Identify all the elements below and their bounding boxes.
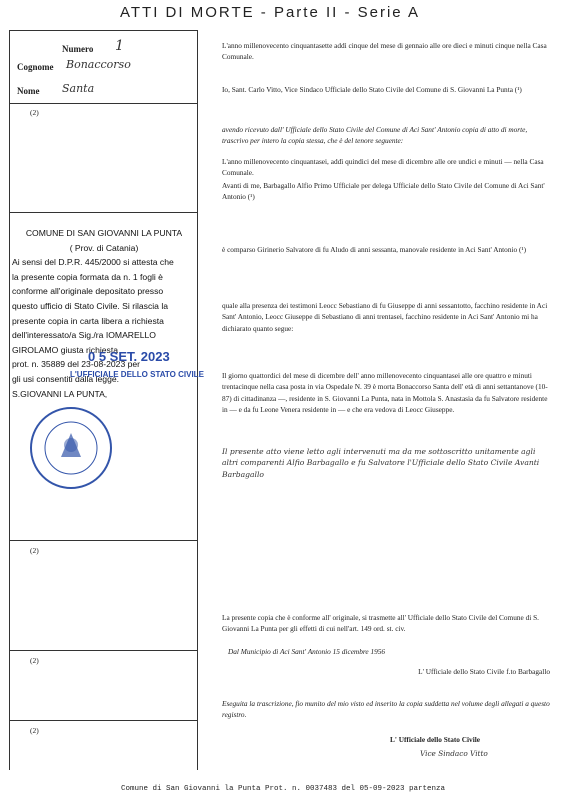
paragraph-officer: Io, Sant. Carlo Vitto, Vice Sindaco Ufficiale dello Stato Civile del Comune di S. Giovanni La Punta (¹) xyxy=(222,85,522,94)
divider xyxy=(9,650,197,651)
stamp-line: gli usi consentiti dalla legge. xyxy=(12,373,120,384)
municipio-date: Dal Municipio di Aci Sant' Antonio 15 dicembre 1956 xyxy=(228,647,386,656)
stamp-line: presente copia in carta libera a richiesta xyxy=(12,315,164,326)
stamp-line: la presente copia formata da n. 1 fogli è xyxy=(12,271,163,282)
paragraph-testimoni: quale alla presenza dei testimoni Leocc Sebastiano di fu Giuseppe di anni sessantotto, facchino residente in Aci Sant' Antonio, Leocc Giuseppe di Sebastiano di anni trentasei, facchino residente in Aci Sant' Antonio mi ha dichiarato quanto segue: xyxy=(222,301,548,333)
stamp-provincia: ( Prov. di Catania) xyxy=(69,242,139,253)
stamp-line: dell'interessato/a Sig./ra IOMARELLO xyxy=(12,330,156,341)
note-mark: (2) xyxy=(30,546,39,555)
official-seal-icon xyxy=(28,405,114,491)
nome-label: Nome xyxy=(17,86,40,96)
column-divider xyxy=(197,30,198,770)
stamp-officer: L'UFFICIALE DELLO STATO CIVILE xyxy=(70,370,204,379)
left-border xyxy=(9,30,10,770)
paragraph-transcription: avendo ricevuto dall' Ufficiale dello Stato Civile del Comune di Aci Sant' Antonio copia di atto di morte, trascrivo per intero la copia stessa, che è del tenore seguente: xyxy=(222,125,528,146)
numero-value: 1 xyxy=(115,38,124,54)
top-border xyxy=(9,30,197,31)
note-mark: (2) xyxy=(30,108,39,117)
stamp-line: prot. n. 35889 del 23-08-2023 per xyxy=(12,359,141,370)
footer-protocol: Comune di San Giovanni la Punta Prot. n. 0037483 del 05-09-2023 partenza xyxy=(120,785,446,793)
officer-signature-2: Vice Sindaco Vitto xyxy=(420,749,488,758)
stamp-line: GIROLAMO giusta richiesta xyxy=(12,344,119,355)
stamp-line: questo ufficio di Stato Civile. Si rilascia la xyxy=(12,300,169,311)
stamp-line: S.GIOVANNI LA PUNTA, xyxy=(12,388,108,399)
paragraph-date: L'anno millenovecento cinquantasei, addì quindici del mese di dicembre alle ore undici e minuti — nella Casa Comunale. xyxy=(222,157,544,178)
page-title: ATTI DI MORTE - Parte II - Serie A xyxy=(120,4,420,21)
note-mark: (2) xyxy=(30,726,39,735)
stamp-line: conforme all'originale depositato presso xyxy=(12,286,164,297)
paragraph-avanti: Avanti di me, Barbagallo Alfio Primo Ufficiale per delega Ufficiale dello Stato Civile del Comune di Aci Sant' Antonio (¹) xyxy=(222,181,545,202)
officer-signature-1: L' Ufficiale dello Stato Civile f.to Barbagallo xyxy=(418,667,550,676)
divider xyxy=(9,212,197,213)
divider xyxy=(9,540,197,541)
nome-value: Santa xyxy=(62,82,95,95)
paragraph-signatures: Il presente atto viene letto agli intervenuti ma da me sottoscritto unitamente agli altri comparenti Alfio Barbagallo e fu Salvatore l'Ufficiale dello Stato Civile Avanti Barbagallo xyxy=(222,447,540,479)
stamp-line: Ai sensi del D.P.R. 445/2000 si attesta che xyxy=(12,257,174,268)
paragraph-death: Il giorno quattordici del mese di dicembre dell' anno millenovecento cinquantasei alle ore quattro e minuti trentacinque nella casa posta in via Ospedale N. 39 è morta Bonaccorso Santa dell' età di anni settantanove (10-87) di cittadinanza —, residente in S. Giovanni La Punta, nata in Mottola S. Anastasia da fu Salvatore residente in — e da fu Leone Venera residente in — e che era vedova di Leocc Giuseppe. xyxy=(222,371,548,414)
numero-label: Numero xyxy=(62,44,94,54)
stamp-comune: COMUNE DI SAN GIOVANNI LA PUNTA xyxy=(25,228,183,238)
stamp-date: 0 5 SET. 2023 xyxy=(88,349,170,364)
cognome-label: Cognome xyxy=(17,62,54,72)
divider xyxy=(9,720,197,721)
paragraph-copy: La presente copia che è conforme all' originale, si trasmette all' Ufficiale dello Stato Civile del Comune di S. Giovanni La Punta per gli effetti di cui nell'art. 149 ord. st. civ. xyxy=(222,613,539,634)
divider xyxy=(9,103,197,104)
paragraph-intro: L'anno millenovecento cinquantasette addì cinque del mese di gennaio alle ore dieci e minuti cinque nella Casa Comunale. xyxy=(222,41,547,62)
officer-title-2: L' Ufficiale dello Stato Civile xyxy=(390,735,480,744)
paragraph-trascrizione: Eseguita la trascrizione, fio munito del mio visto ed inserito la copia suddetta nel volume degli allegati a questo registro. xyxy=(222,699,550,720)
paragraph-comparso: è comparso Girinerio Salvatore di fu Aludo di anni sessanta, manovale residente in Aci Sant' Antonio (¹) xyxy=(222,245,527,254)
note-mark: (2) xyxy=(30,656,39,665)
cognome-value: Bonaccorso xyxy=(66,58,131,71)
